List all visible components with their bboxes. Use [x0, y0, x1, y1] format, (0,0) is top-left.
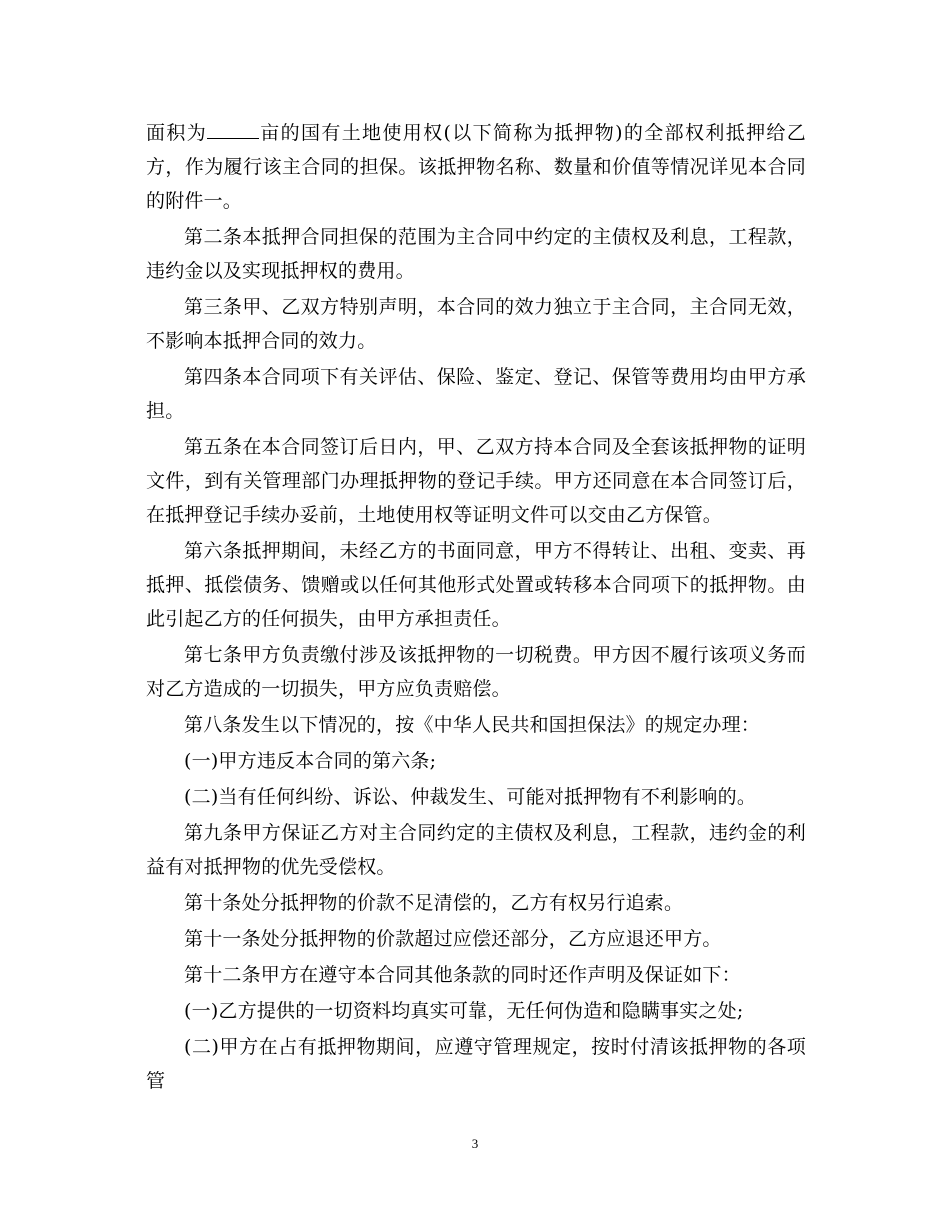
- article-12-item-2: (二)甲方在占有抵押物期间，应遵守管理规定，按时付清该抵押物的各项管: [146, 1036, 806, 1092]
- article-9-paragraph: 第九条甲方保证乙方对主合同约定的主债权及利息，工程款，违约金的利益有对抵押物的优先受偿权。: [146, 822, 806, 878]
- article-2-paragraph: 第二条本抵押合同担保的范围为主合同中约定的主债权及利息，工程款，违约金以及实现抵押权的费用。: [146, 226, 806, 282]
- article-8-item-2: (二)当有任何纠纷、诉讼、仲裁发生、可能对抵押物有不利影响的。: [184, 786, 757, 808]
- article-8-paragraph: 第八条发生以下情况的，按《中华人民共和国担保法》的规定办理：: [184, 714, 761, 736]
- page-number: 3: [471, 1136, 479, 1151]
- article-7-paragraph: 第七条甲方负责缴付涉及该抵押物的一切税费。甲方因不履行该项义务而对乙方造成的一切损失，甲方应负责赔偿。: [146, 644, 806, 700]
- article-12-item-1: (一)乙方提供的一切资料均真实可靠，无任何伪造和隐瞒事实之处;: [184, 1000, 744, 1022]
- article-10-paragraph: 第十条处分抵押物的价款不足清偿的，乙方有权另行追索。: [184, 892, 684, 914]
- article-6-paragraph: 第六条抵押期间，未经乙方的书面同意，甲方不得转让、出租、变卖、再抵押、抵偿债务、馈赠或以任何其他形式处置或转移本合同项下的抵押物。由此引起乙方的任何损失，由甲方承担责任。: [146, 540, 806, 630]
- fill-in-blank: [207, 120, 259, 139]
- article-5-paragraph: 第五条在本合同签订后日内，甲、乙双方持本合同及全套该抵押物的证明文件，到有关管理部门办理抵押物的登记手续。甲方还同意在本合同签订后，在抵押登记手续办妥前，土地使用权等证明文件可以交由乙方保管。: [146, 436, 806, 526]
- document-body: [146, 116, 806, 1100]
- article-8-item-1: (一)甲方违反本合同的第六条;: [184, 750, 437, 772]
- article-4-paragraph: 第四条本合同项下有关评估、保险、鉴定、登记、保管等费用均由甲方承担。: [146, 366, 806, 422]
- article-12-paragraph: 第十二条甲方在遵守本合同其他条款的同时还作声明及保证如下：: [184, 964, 741, 986]
- paragraph-land-area: [146, 116, 806, 218]
- paragraph-text-after-blank: 亩的国有土地使用权(以下简称为抵押物)的全部权利抵押给乙方，作为履行该主合同的担保。该抵押物名称、数量和价值等情况详见本合同的附件一。: [146, 122, 806, 212]
- paragraph-text-before-blank: 面积为: [146, 122, 208, 144]
- article-3-paragraph: 第三条甲、乙双方特别声明，本合同的效力独立于主合同，主合同无效，不影响本抵押合同的效力。: [146, 296, 806, 352]
- article-11-paragraph: 第十一条处分抵押物的价款超过应偿还部分，乙方应退还甲方。: [184, 928, 722, 950]
